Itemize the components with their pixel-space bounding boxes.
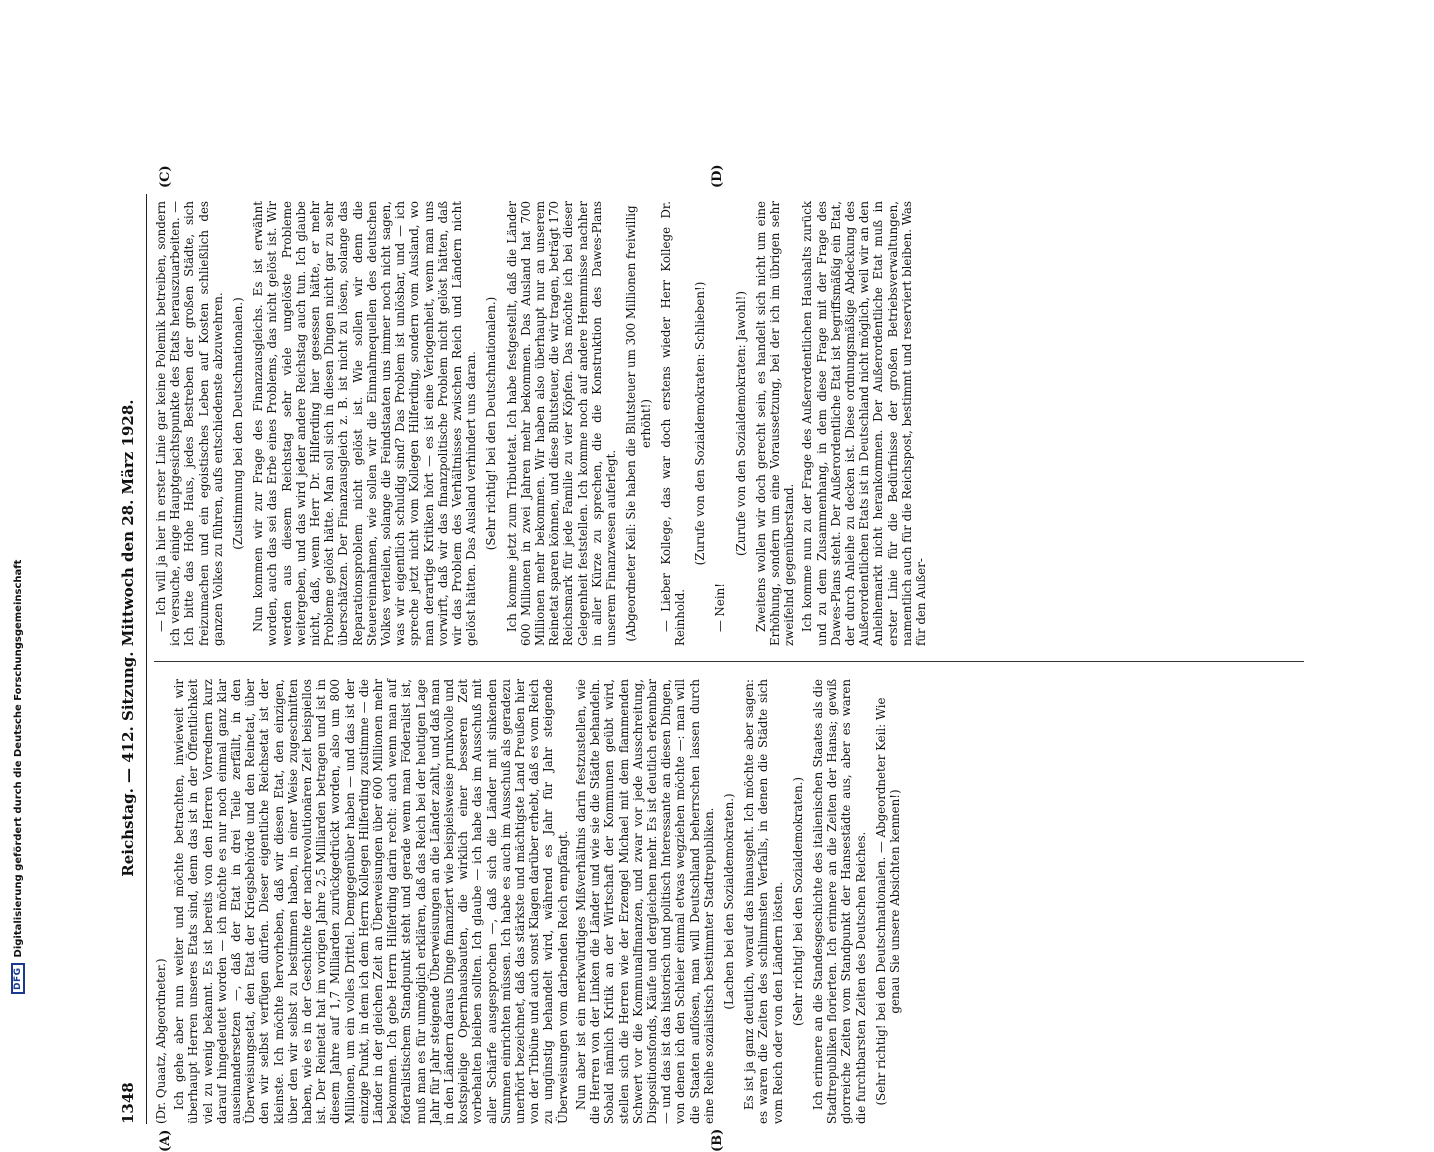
remark: (Sehr richtig! bei den Deutschnationalen.) (484, 296, 499, 551)
page-header (110, 194, 147, 1124)
remark: (Zurufe von den Sozialdemokraten: Jawohl!) (733, 290, 748, 557)
paragraph: Zweitens wollen wir doch gerecht sein, es handelt sich nicht um eine Erhöhung, sondern um eine Voraussetzung, bei der ich im übrigen sehr zweifelnd gegenüberstand. (753, 201, 797, 646)
speaker-line: (Dr. Quaatz, Abgeordneter.) (154, 958, 168, 1124)
remark: (Zustimmung bei den Deutschnationalen.) (231, 297, 246, 550)
paragraph: Ich komme jetzt zum Tributetat. Ich habe festgestellt, daß die Länder 600 Millionen in zwei Jahren mehr bekommen. Das Ausland hat 700 Millionen mehr bekommen. Wir haben also überhaupt nur an unserem Reinetat sparen können, und diese Blutsteuer, die wir tragen, beträgt 170 Reichsmark für jede Familie zu vier Köpfen. Das möchte ich bei dieser Gelegenheit feststellen. Ich komme noch auf andere Hemmnisse nachher in aller Kürze zu sprechen, die die Konstruktion des Dawes-Plans unserem Finanzwesen auferlegt. (504, 201, 619, 646)
marker-a: (A) (158, 1129, 173, 1152)
paragraph: — Nein! (713, 583, 728, 632)
marker-d: (D) (710, 164, 725, 188)
right-column (154, 201, 932, 646)
paragraph: — Ich will ja hier in erster Linie gar keine Polemik betreiben, sondern ich versuche, einige Hauptgesichtspunkte des Etats herauszuarbeiten. — Ich bitte das Hohe Haus, jedes Bestreben der großen Städte, sich freizumachen und ein egoistisches Leben auf Kosten schließlich des ganzen Volkes zu führen, aufs entschiedenste abzuwehren. (154, 201, 225, 646)
remark: (Abgeordneter Keil: Sie haben die Blutsteuer um 300 Millionen freiwillig erhöht!) (624, 205, 653, 642)
paragraph: Nun kommen wir zur Frage des Finanzausgleichs. Es ist erwähnt worden, auch das sei das Erbe eines Problems, das nicht gelöst ist. Wir werden aus diesem Reichstag sehr viele ungelöste Probleme weitergeben, und das wird jeder andere Reichstag auch tun. Ich glaube nicht, daß, wenn Herr Dr. Hilferding hier gesessen hätte, er mehr Probleme gelöst hätte. Man soll sich in diesen Dingen nicht gar zu sehr überschätzen. Der Finanzausgleich z. B. ist nicht zu lösen, solange das Reparationsproblem nicht gelöst ist. Wie sollen wir denn die Steuereinnahmen, wie sollen wir die Einnahmequellen des deutschen Volkes verteilen, solange die Feindstaaten uns immer noch nicht sagen, was wir eigentlich schuldig sind? Das Problem ist unlösbar, und — ich spreche jetzt nicht vom Kollegen Hilferding, sondern vom Ausland, wo man derartige Kritiken hört — es ist eine Verlogenheit, wenn man uns vorwirft, daß wir das finanzpolitische Problem nicht gelöst hätten, daß wir das Problem des Verhältnisses zwischen Reich und Ländern nicht gelöst hätten. Das Ausland verhindert uns daran. (251, 201, 479, 646)
digitization-footer (0, 0, 30, 1000)
paragraph: Ich gehe aber nun weiter und möchte betrachten, inwieweit wir überhaupt Herren unseres Etats sind, denn das ist in der Öffentlichkeit viel zu wenig bekannt. Es ist bereits von den Herren Vorrednern kurz darauf hingedeutet worden — ich möchte es nur noch einmal ganz klar auseinandersetzen —, daß der Etat in drei Teile zerfällt, in den Überweisungsetat, den Etat der Kriegsbehörde und den Reinetat, über den wir selbst verfügen dürfen. Dieser eigentliche Reichsetat ist der kleinste. Ich möchte hervorheben, daß wir diesen Etat, den einzigen, über den wir selbst zu bestimmen haben, in einer Weise zugeschnitten haben, wie es in der Geschichte der nachrevolutionären Zeit beispiellos ist. Der Reinetat hat im vorigen Jahre 2,5 Milliarden betragen und ist in diesem Jahre auf 1,7 Milliarden zurückgedrückt worden, also um 800 Millionen, um ein volles Drittel. Demgegenüber haben — und das ist der einzige Punkt, in dem ich dem Herrn Kollegen Hilferding zustimme — die Länder in der gleichen Zeit an Überweisungen über 600 Millionen mehr bekommen. Ich gebe Herrn Hilferding darin recht: auch wenn man auf föderalistischem Standpunkt steht und gerade wenn man Föderalist ist, muß man es für unmöglich erklären, daß das Reich bei der heutigen Lage Jahr für Jahr steigende Überweisungen an die Länder zahlt, und daß man in den Ländern daraus Dinge finanziert wie beispielsweise prunkvolle und kostspielige Opernhausbauten, die wirklich einer besseren Zeit vorbehalten bleiben sollten. Ich glaube — ich habe das im Ausschuß mit aller Schärfe ausgesprochen —, daß sich die Länder mit sinkenden Summen einrichten müssen. Ich habe es auch im Ausschuß als geradezu unerhört bezeichnet, daß das stärkste und mächtigste Land Preußen hier von der Tribüne und auch sonst Klagen darüber erhebt, daß es vom Reich zu ungünstig behandelt wird, während es Jahr für Jahr steigende Überweisungen vom darbenden Reich empfängt. (172, 678, 570, 1124)
remark: (Zurufe von den Sozialdemokraten: Schlieben!) (693, 281, 708, 566)
paragraph: Ich komme nun zu der Frage des Außerordentlichen Haushalts zurück und zu dem Zusammenhang, in dem diese Frage mit der Frage des Dawes-Plans steht. Der Außerordentliche Etat ist begriffsmäßig ein Etat, der durch Anleihe zu decken ist. Diese ordnungsmäßige Abdeckung des Außerordentlichen Etats ist in Deutschland nicht möglich, weil wir an den Anleihemarkt nicht herankommen. Der Außerordentliche Etat muß in erster Linie für die Bedürfnisse der großen Betriebsverwaltungen, namentlich auch für die Reichspost, bestimmt und reserviert bleiben. Was für den Außer- (800, 201, 928, 646)
marker-c: (C) (158, 165, 173, 188)
paragraph: Ich erinnere an die Standesgeschichte des italienischen Staates als die Stadtrepubliken florierten. Ich erinnere an die Zeiten der Hansa; gewiß glorreiche Zeiten vom Standpunkt der Hansestädte aus, aber es waren die furchtbarsten Zeiten des Deutschen Reiches. (810, 679, 868, 1124)
marker-b: (B) (710, 1128, 725, 1152)
page-title: Reichstag. — 412. Sitzung. Mittwoch den 28. März 1928. (119, 399, 137, 877)
paragraph: Es ist ja ganz deutlich, worauf das hinausgeht. Ich möchte aber sagen: es waren die Zeiten des schlimmsten Verfalls, in denen die Städte sich vom Reich oder von den Ländern lösten. (742, 679, 785, 1124)
paragraph: — Lieber Kollege, das war doch erstens wieder Herr Kollege Dr. Reinhold. (658, 201, 687, 646)
remark: (Sehr richtig! bei den Sozialdemokraten.) (790, 776, 805, 1027)
remark: (Sehr richtig! bei den Deutschnationalen. — Abgeordneter Keil: Wie genau Sie unsere Absichten kennen!) (873, 697, 902, 1106)
funding-note: Digitalisierung gefördert durch die Deutsche Forschungsgemeinschaft (12, 559, 24, 958)
rotated-page (110, 124, 1344, 1152)
left-column (154, 679, 908, 1124)
dfg-logo: DFG (11, 963, 25, 994)
remark: (Lachen bei den Sozialdemokraten.) (721, 793, 736, 1010)
page-number: 1348 (119, 1082, 137, 1124)
column-divider (154, 661, 1304, 662)
paragraph: Nun aber ist ein merkwürdiges Mißverhältnis darin festzustellen, wie die Herren von der Linken die Länder und wie sie die Städte behandeln. Sobald nämlich Kritik an der Wirtschaft der Kommunen geübt wird, stellen sich die Herren wie der Erzengel Michael mit dem flammenden Schwert vor die Kommunalfinanzen, und zwar vor jede Ausschreitung, Dispositionsfonds, Käufe und dergleichen mehr. Es ist deutlich erkennbar — und das ist das historisch und politisch Interessante an diesen Dingen, von denen ich den Schleier einmal etwas wegziehen möchte —: man will die Staaten auflösen, man will Deutschland beherrschen lassen durch eine Reihe sozialistisch bestimmter Stadtrepubliken. (573, 679, 716, 1124)
